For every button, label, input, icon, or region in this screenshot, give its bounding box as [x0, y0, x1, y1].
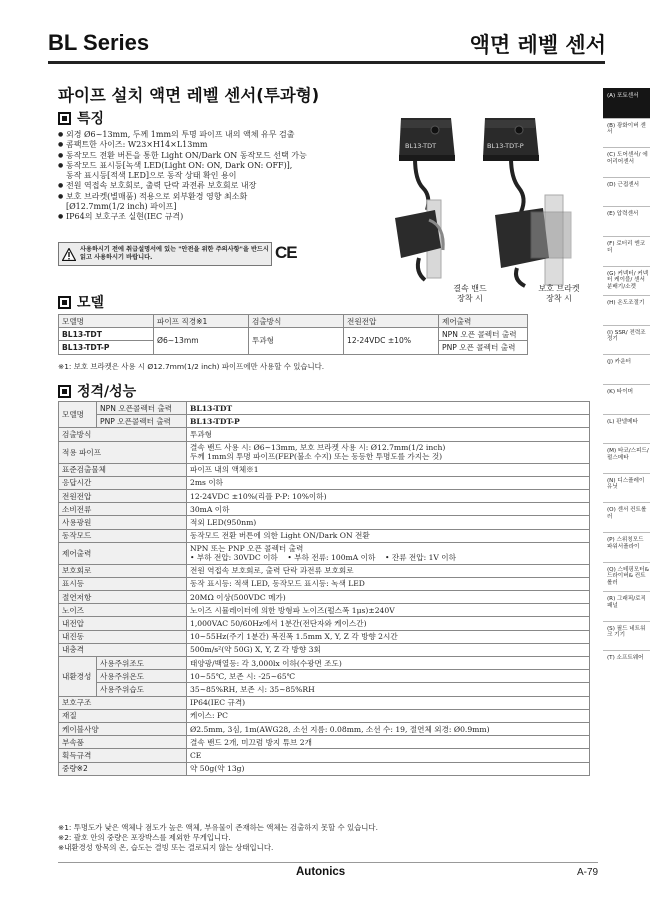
spec-label: 제어출력 [59, 542, 187, 564]
spec-sublabel: PNP 오픈콜렉터 출력 [97, 415, 187, 428]
safety-notice [58, 242, 272, 266]
sidebar-item[interactable]: (J) 카운터 [603, 354, 650, 384]
spec-label: 내진동 [59, 630, 187, 643]
spec-value: 적외 LED(950nm) [187, 516, 590, 529]
table-row [59, 489, 590, 502]
spec-value: BL13-TDT-P [187, 415, 590, 428]
sidebar-item[interactable]: (A) 포토센서 [603, 88, 650, 118]
table-row [59, 542, 590, 564]
spec-label: 사용광원 [59, 516, 187, 529]
spec-value: NPN 또는 PNP 오픈 콜렉터 출력 • 부하 전압: 30VDC 이하 • 부하 전류: 100mA 이하 • 잔류 전압: 1V 이하 [187, 542, 590, 564]
table-row [59, 591, 590, 604]
spec-note: ※내환경성 항목의 온, 습도는 결빙 또는 결로되지 않는 상태입니다. [58, 843, 274, 852]
spec-value: 동작모드 전환 버튼에 의한 Light ON/Dark ON 전환 [187, 529, 590, 542]
spec-value: IP64(IEC 규격) [187, 696, 590, 709]
table-row [59, 577, 590, 590]
spec-label: 소비전류 [59, 503, 187, 516]
table-row [59, 630, 590, 643]
table-row [59, 516, 590, 529]
spec-label: 부속품 [59, 736, 187, 749]
category-sidebar [603, 88, 650, 680]
spec-label: 보호구조 [59, 696, 187, 709]
sidebar-item[interactable]: (P) 스위칭모드 파워서플라이 [603, 532, 650, 562]
sensor-band-mount-image [395, 200, 443, 280]
spec-label: 획득규격 [59, 749, 187, 762]
table-row [59, 441, 590, 463]
spec-label: 재질 [59, 709, 187, 722]
table-row [59, 415, 590, 428]
sidebar-item[interactable]: (Q) 스테핑모터& 드라이버& 컨트롤러 [603, 562, 650, 592]
voltage-cell: 12-24VDC ±10% [344, 328, 439, 354]
spec-value: 35~85%RH, 보존 시: 35~85%RH [187, 683, 590, 696]
spec-value: Ø2.5mm, 3심, 1m(AWG28, 소선 지름: 0.08mm, 소선 수: 19, 절연체 외경: Ø0.9mm) [187, 722, 590, 735]
feature-item: ● 전원 역접속 보호회로, 출력 단락 과전류 보호회로 내장 [58, 181, 388, 191]
spec-value: 케이스: PC [187, 709, 590, 722]
sidebar-item[interactable]: (F) 로터리 엔코더 [603, 236, 650, 266]
output-cell: PNP 오픈 콜렉터 출력 [439, 341, 528, 354]
model-table [58, 314, 528, 355]
feature-item: ● 동작모드 표시등[녹색 LED(Light ON: ON, Dark ON: OFF)], [58, 161, 388, 171]
spec-value: 10~55℃, 보존 시: -25~65℃ [187, 670, 590, 683]
sidebar-item[interactable]: (I) SSR/ 전력조정기 [603, 325, 650, 355]
section-square-icon [58, 385, 71, 398]
spec-label: 전원전압 [59, 489, 187, 502]
spec-value: 전원 역접속 보호회로, 출력 단락 과전류 보호회로 [187, 564, 590, 577]
spec-value: 30mA 이하 [187, 503, 590, 516]
spec-label: 적용 파이프 [59, 441, 187, 463]
sidebar-item[interactable]: (C) 도어센서/ 에어리어센서 [603, 147, 650, 177]
spec-label: 내전압 [59, 617, 187, 630]
table-row [59, 328, 528, 341]
spec-label: 표시등 [59, 577, 187, 590]
pipe-cell: Ø6~13mm [154, 328, 249, 354]
warning-icon [62, 248, 76, 261]
model-heading-label: 모델 [77, 295, 105, 311]
spec-value: 2ms 이하 [187, 476, 590, 489]
page-title: 파이프 설치 액면 레벨 센서(투과형) [58, 86, 320, 105]
table-row [59, 762, 590, 775]
features-heading-label: 특징 [77, 111, 105, 127]
sidebar-item[interactable]: (G) 커넥터/ 커넥터 케이블/ 센서분배기/소켓 [603, 266, 650, 296]
spec-value: 파이프 내의 액체※1 [187, 463, 590, 476]
caption-band: 결속 밴드 장착 시 [453, 284, 487, 303]
table-row [59, 670, 590, 683]
spec-label: 모델명 [59, 402, 97, 428]
page-number: A-79 [577, 867, 599, 878]
spec-label: 노이즈 [59, 604, 187, 617]
sidebar-item[interactable]: (M) 타코/스피드/ 펄스메타 [603, 443, 650, 473]
feature-item: [Ø12.7mm(1/2 inch) 파이프] [66, 202, 177, 212]
table-row [59, 749, 590, 762]
table-row [59, 476, 590, 489]
spec-value: 태양광/백열등: 각 3,000lx 이하(수광면 조도) [187, 657, 590, 670]
table-row [59, 696, 590, 709]
spec-label: 동작모드 [59, 529, 187, 542]
spec-sublabel: NPN 오픈콜렉터 출력 [97, 402, 187, 415]
features-list [58, 130, 388, 223]
spec-sublabel: 사용주위습도 [97, 683, 187, 696]
feature-item: ● 보호 브라켓(별매품) 적용으로 외부환경 영향 최소화 [58, 192, 388, 202]
feature-item: ● 동작모드 전환 버튼을 통한 Light ON/Dark ON 동작모드 선택 가능 [58, 151, 388, 161]
spec-value: 약 50g(약 13g) [187, 762, 590, 775]
spec-label: 절연저항 [59, 591, 187, 604]
spec-label: 표준검출물체 [59, 463, 187, 476]
spec-value: CE [187, 749, 590, 762]
table-row [59, 657, 590, 670]
table-row [59, 564, 590, 577]
model-cell: BL13-TDT-P [59, 341, 154, 354]
table-header: 전원전압 [344, 315, 439, 328]
output-cell: NPN 오픈 콜렉터 출력 [439, 328, 528, 341]
spec-value: BL13-TDT [187, 402, 590, 415]
model-cell: BL13-TDT [59, 328, 154, 341]
sidebar-item[interactable]: (O) 센서 컨트롤러 [603, 502, 650, 532]
table-row [59, 617, 590, 630]
table-row [59, 722, 590, 735]
sensor-image-1 [399, 118, 455, 210]
ce-mark: CE [275, 243, 297, 262]
section-square-icon [58, 296, 71, 309]
product-illustration [385, 100, 600, 305]
category-title: 액면 레벨 센서 [469, 33, 606, 57]
table-header: 제어출력 [439, 315, 528, 328]
spec-label: 내충격 [59, 643, 187, 656]
feature-item: ● IP64의 보호구조 실현(IEC 규격) [58, 212, 388, 222]
spec-value: 투과형 [187, 428, 590, 441]
sidebar-item[interactable]: (N) 디스플레이 유닛 [603, 473, 650, 503]
method-cell: 투과형 [249, 328, 344, 354]
footer-rule [58, 862, 598, 863]
table-row [59, 604, 590, 617]
sidebar-item[interactable]: (E) 압력센서 [603, 206, 650, 236]
spec-value: 10~55Hz(주기 1분간) 복진폭 1.5mm X, Y, Z 각 방향 2시간 [187, 630, 590, 643]
spec-value: 결속 밴드 2개, 미끄럼 방지 튜브 2개 [187, 736, 590, 749]
features-heading [58, 108, 104, 128]
spec-value: 1,000VAC 50/60Hz에서 1분간(전단자와 케이스간) [187, 617, 590, 630]
sidebar-item[interactable]: (H) 온도조절기 [603, 295, 650, 325]
table-header: 검출방식 [249, 315, 344, 328]
caption-bracket: 보호 브라켓 장착 시 [538, 284, 580, 303]
table-row [59, 315, 528, 328]
table-row [59, 463, 590, 476]
sidebar-item[interactable]: (T) 소프트웨어 [603, 650, 650, 680]
spec-label: 케이블사양 [59, 722, 187, 735]
feature-item: ● 외경 Ø6~13mm, 두께 1mm의 투명 파이프 내의 액체 유무 검출 [58, 130, 388, 140]
table-row [59, 402, 590, 415]
spec-value: 동작 표시등: 적색 LED, 동작모드 표시등: 녹색 LED [187, 577, 590, 590]
table-row [59, 709, 590, 722]
sidebar-item[interactable]: (L) 판넬메타 [603, 414, 650, 444]
svg-text:BL13-TDT: BL13-TDT [405, 142, 437, 150]
feature-item: ● 콤팩트한 사이즈: W23×H14×L13mm [58, 140, 388, 150]
model-heading [58, 292, 104, 312]
feature-item: 동작 표시등[적색 LED]으로 동작 상태 확인 용이 [66, 171, 237, 181]
table-row [59, 683, 590, 696]
section-square-icon [58, 112, 71, 125]
sidebar-item[interactable]: (R) 그래픽/로직 패널 [603, 591, 650, 621]
sensor-image-2 [483, 118, 539, 212]
series-title: BL Series [48, 30, 150, 55]
spec-value: 결속 밴드 사용 시: Ø6~13mm, 보호 브라켓 사용 시: Ø12.7mm(1/2 inch) 두께 1mm의 투명 파이프(FEP(불소 수지) 또는 동등한 투명도를 가지는 것) [187, 441, 590, 463]
spec-label: 검출방식 [59, 428, 187, 441]
sensor-bracket-mount-image [495, 195, 571, 286]
spec-value: 500m/s²(약 50G) X, Y, Z 각 방향 3회 [187, 643, 590, 656]
svg-text:BL13-TDT-P: BL13-TDT-P [487, 142, 524, 150]
brand-logo: Autonics [296, 866, 346, 878]
table-row [59, 529, 590, 542]
spec-label: 내환경성 [59, 657, 97, 697]
spec-sublabel: 사용주위조도 [97, 657, 187, 670]
spec-label: 보호회로 [59, 564, 187, 577]
sidebar-item[interactable]: (B) 광화이버 센서 [603, 118, 650, 148]
spec-note: ※1: 투명도가 낮은 액체나 점도가 높은 액체, 부유물이 존재하는 액체는 검출하지 못할 수 있습니다. [58, 823, 378, 832]
spec-note: ※2: 괄호 안의 중량은 포장박스를 제외한 무게입니다. [58, 833, 231, 842]
table-row [59, 503, 590, 516]
spec-value: 12-24VDC ±10%(리플 P-P: 10%이하) [187, 489, 590, 502]
table-row [59, 428, 590, 441]
table-header: 모델명 [59, 315, 154, 328]
sidebar-item[interactable]: (D) 근접센서 [603, 177, 650, 207]
specs-heading [58, 381, 136, 401]
table-header: 파이프 직경※1 [154, 315, 249, 328]
sidebar-item[interactable]: (S) 필드 네트워크 기기 [603, 621, 650, 651]
spec-sublabel: 사용주위온도 [97, 670, 187, 683]
spec-value: 노이즈 시뮬레이터에 의한 방형파 노이즈(펄스폭 1μs)±240V [187, 604, 590, 617]
notice-text: 사용하시기 전에 취급설명서에 있는 "안전을 위한 주의사항"을 반드시 읽고 사용하시기 바랍니다. [80, 246, 269, 261]
spec-label: 중량※2 [59, 762, 187, 775]
spec-label: 응답시간 [59, 476, 187, 489]
table-row [59, 736, 590, 749]
sidebar-item[interactable]: (K) 타이머 [603, 384, 650, 414]
model-note: ※1: 보호 브라켓은 사용 시 Ø12.7mm(1/2 inch) 파이프에만 사용할 수 있습니다. [58, 362, 325, 371]
specs-heading-label: 정격/성능 [77, 384, 137, 400]
spec-table [58, 401, 590, 776]
header-rule [48, 61, 605, 64]
spec-value: 20MΩ 이상(500VDC 메가) [187, 591, 590, 604]
product-images [385, 100, 600, 305]
table-row [59, 643, 590, 656]
